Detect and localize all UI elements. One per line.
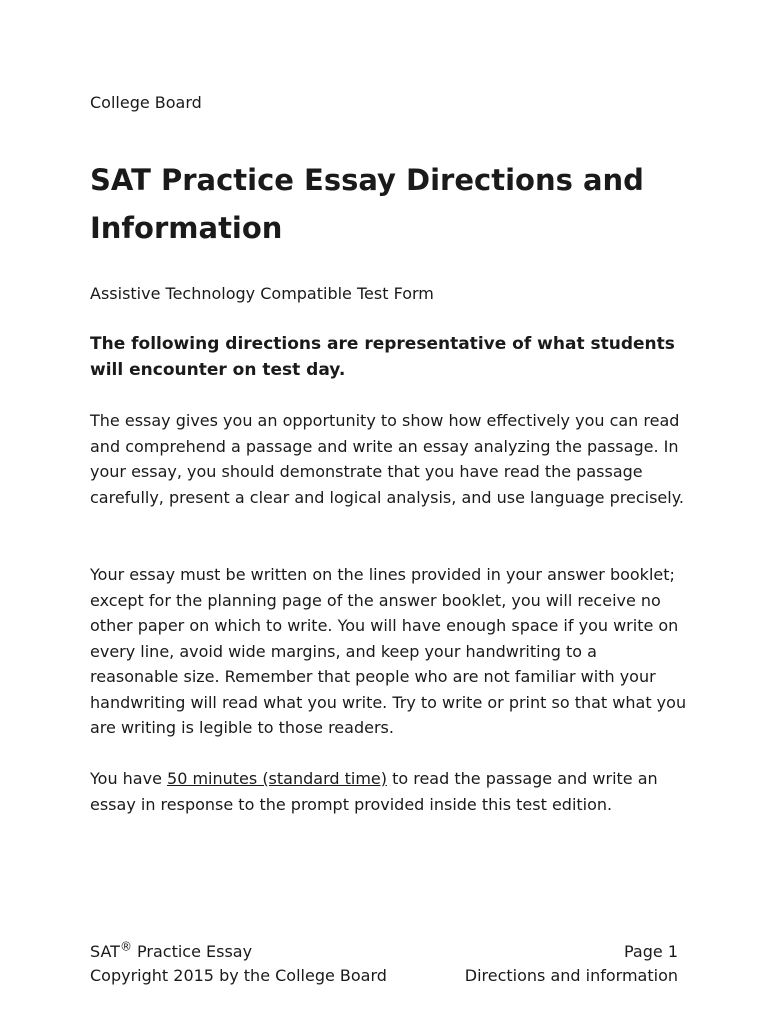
paragraph-answer-booklet: Your essay must be written on the lines provided in your answer booklet; except for the planning page of the answer booklet, you will receive no other paper on which to write. You will have enough space if you write on every line, avoid wide margins, and keep your handwriting to a reasonable size. Remember that people who are not familiar with your handwriting will read what you write. Try to write or print so that what you are writing is legible to those readers. [90, 565, 687, 737]
time-text-before: You have [90, 769, 168, 788]
footer-page-number: Page 1 [624, 942, 678, 961]
page-footer [90, 940, 678, 988]
footer-row-bottom [90, 964, 678, 988]
paragraph-time-limit [90, 766, 690, 817]
organization-name: College Board [90, 93, 202, 112]
footer-doc-name [90, 940, 252, 964]
time-text-after: to read the passage and write an essay in response to the prompt provided inside this test edition. [90, 769, 658, 814]
paragraph-essay-purpose: The essay gives you an opportunity to show how effectively you can read and comprehend a passage and write an essay analyzing the passage. In your essay, you should demonstrate that you have read the passage carefully, present a clear and logical analysis, and use language precisely. [90, 411, 684, 507]
footer-doc-prefix: SAT [90, 942, 120, 961]
document-page [90, 0, 690, 1024]
time-limit-link[interactable]: 50 minutes (standard time) [167, 769, 387, 788]
footer-copyright: Copyright 2015 by the College Board [90, 966, 387, 985]
footer-row-top [90, 940, 678, 964]
page-title: SAT Practice Essay Directions and Information [90, 163, 644, 245]
footer-section: Directions and information [464, 966, 678, 985]
subtitle: Assistive Technology Compatible Test Form [90, 284, 434, 303]
footer-doc-suffix: Practice Essay [131, 942, 253, 961]
registered-mark: ® [119, 939, 132, 954]
intro-statement: The following directions are representative of what students will encounter on test day. [90, 334, 675, 380]
